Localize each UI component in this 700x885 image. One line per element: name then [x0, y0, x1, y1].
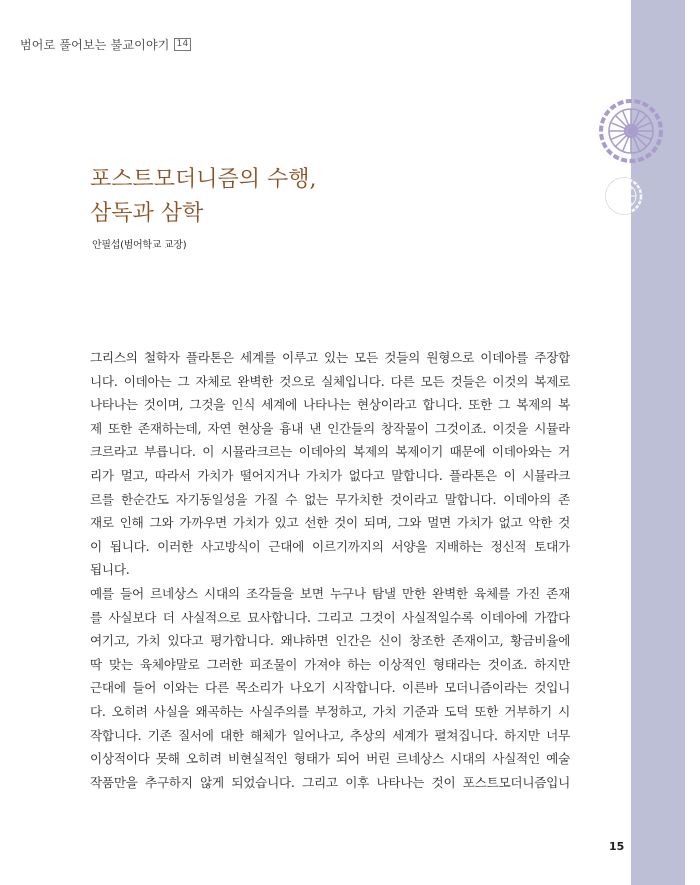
running-title: 범어로 풀어보는 불교이야기 [20, 38, 170, 52]
body-line: 예를 들어 르네상스 시대의 조각들을 보면 누구나 탐낼 만한 완벽한 육체를 가진 존재 [90, 585, 570, 601]
body-line: 됩니다. [90, 562, 130, 578]
body-line: 그리스의 철학자 플라톤은 세계를 이루고 있는 모든 것들의 원형으로 이데아를 주장합 [90, 350, 570, 365]
body-line: 여기고, 가치 있다고 평가합니다. 왜냐하면 인간은 신이 창조한 존재이고, 황금비율에 [90, 633, 570, 649]
body-line: 다. 오히려 사실을 왜곡하는 사실주의를 부정하고, 가치 기준과 도덕 또한 거부하기 시 [90, 703, 570, 719]
body-line: 작품만을 추구하지 않게 되었습니다. 그리고 이후 나타나는 것이 포스트모더니즘입니 [90, 774, 570, 790]
article-title-line: 삼독과 삼학 [90, 201, 204, 226]
running-header [20, 36, 191, 53]
article-title-line: 포스트모더니즘의 수행, [90, 167, 317, 192]
article-author: 안필섭(범어학교 교장) [92, 240, 187, 251]
page-number: 15 [609, 840, 625, 853]
body-line: 이 됩니다. 이러한 사고방식이 근대에 이르기까지의 서양을 지배하는 정신적 토대가 [90, 538, 570, 554]
body-line: 니다. 이데아는 그 자체로 완벽한 것으로 실체입니다. 다른 모든 것들은 이것의 복제로 [90, 373, 570, 389]
body-line: 제 또한 존재하는데, 자연 현상을 흉내 낸 인간들의 창작물이 그것이죠. 이것을 시뮬라 [90, 420, 570, 436]
dharma-wheel-icon [604, 176, 644, 216]
body-line: 르를 한순간도 자기동일성을 가질 수 없는 무가치한 것이라고 말합니다. 이데아의 존 [90, 491, 570, 507]
body-line: 작합니다. 기존 질서에 대한 해체가 일어나고, 추상의 세계가 펼쳐집니다. 하지만 너무 [90, 727, 570, 743]
issue-number: 14 [174, 38, 192, 51]
article-body [90, 346, 570, 794]
body-line: 근대에 들어 이와는 다른 목소리가 나오기 시작합니다. 이른바 모더니즘이라는 것입니 [90, 680, 570, 696]
body-line: 이상적이다 못해 오히려 비현실적인 형태가 되어 버린 르네상스 시대의 사실적인 예술 [90, 751, 570, 767]
article-title [90, 163, 317, 231]
dharma-wheel-icon [596, 96, 666, 166]
body-line: 를 사실보다 더 사실적으로 묘사합니다. 그리고 그것이 사실적일수록 이데아에 가깝다 [90, 609, 570, 625]
body-line: 리가 멀고, 따라서 가치가 떨어지거나 가치가 없다고 말합니다. 플라톤은 이 시뮬라크 [90, 467, 570, 483]
body-line: 나타나는 것이며, 그것을 인식 세계에 나타나는 현상이라고 합니다. 또한 그 복제의 복 [90, 397, 570, 413]
body-line: 크르라고 부릅니다. 이 시뮬라크르는 이데아의 복제의 복제이기 때문에 이데아와는 거 [90, 444, 570, 460]
body-line: 재로 인해 그와 가까우면 가치가 있고 선한 것이 되며, 그와 멀면 가치가 없고 악한 것 [90, 515, 570, 531]
page-edge [685, 0, 700, 885]
body-line: 딱 맞는 육체야말로 그러한 피조물이 가져야 하는 이상적인 형태라는 것이죠. 하지만 [90, 656, 570, 672]
